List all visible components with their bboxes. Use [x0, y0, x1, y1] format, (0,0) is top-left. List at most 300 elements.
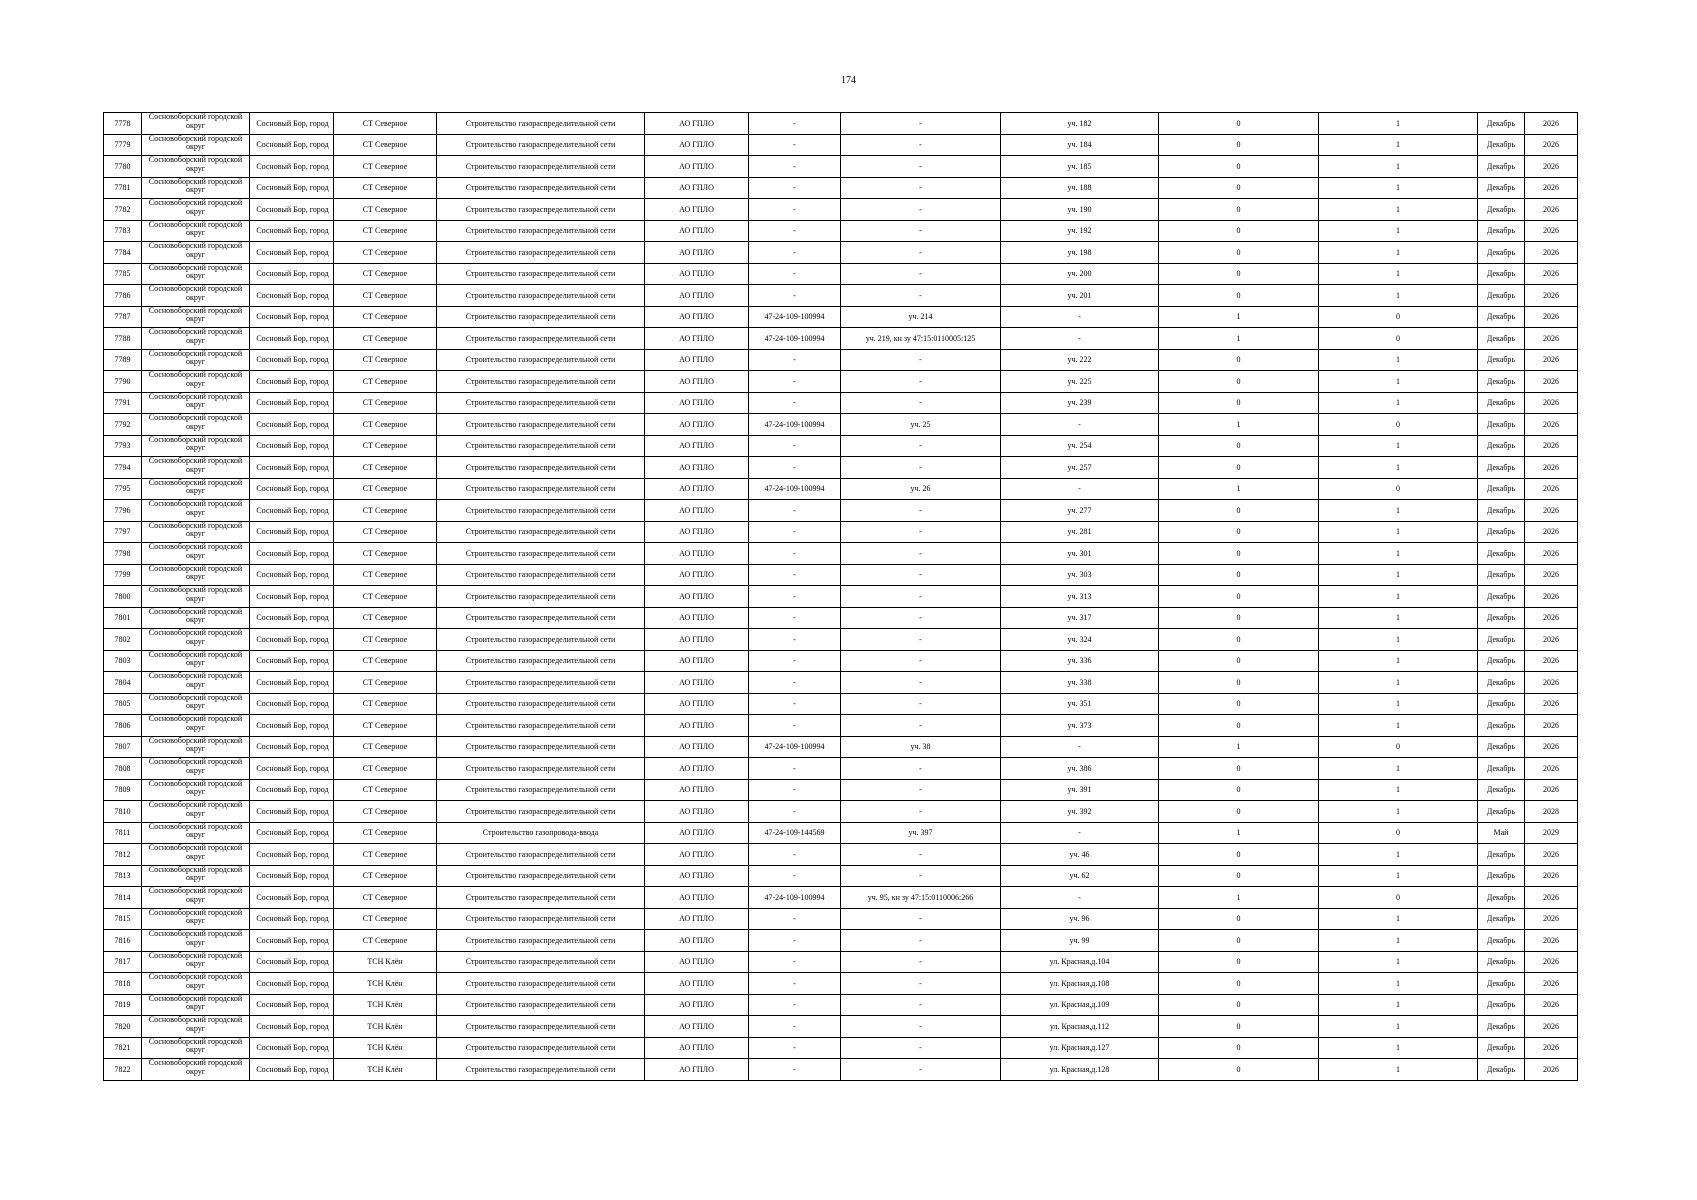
count-a-cell: 0 [1159, 930, 1319, 952]
month-cell: Декабрь [1478, 650, 1525, 672]
plot-cell: - [841, 779, 1001, 801]
table-body [104, 113, 1578, 1081]
month-cell: Декабрь [1478, 500, 1525, 522]
plot-cell: - [841, 521, 1001, 543]
operator-cell: АО ГПЛО [645, 650, 749, 672]
count-a-cell: 0 [1159, 521, 1319, 543]
count-a-cell: 1 [1159, 822, 1319, 844]
month-cell: Декабрь [1478, 801, 1525, 823]
address-cell: уч. 254 [1001, 435, 1159, 457]
month-cell: Декабрь [1478, 177, 1525, 199]
count-a-cell: 0 [1159, 908, 1319, 930]
operator-cell: АО ГПЛО [645, 543, 749, 565]
year-cell: 2026 [1525, 629, 1578, 651]
operator-cell: АО ГПЛО [645, 607, 749, 629]
district-cell: Сосновоборский городской округ [142, 371, 250, 393]
row-number-cell: 7818 [104, 973, 142, 995]
address-cell: уч. 201 [1001, 285, 1159, 307]
address-cell: уч. 99 [1001, 930, 1159, 952]
operator-cell: АО ГПЛО [645, 414, 749, 436]
town-cell: Сосновый Бор, город [250, 285, 334, 307]
plot-cell: - [841, 586, 1001, 608]
table-row [104, 177, 1578, 199]
table-row [104, 951, 1578, 973]
operator-cell: АО ГПЛО [645, 134, 749, 156]
plot-cell: - [841, 177, 1001, 199]
month-cell: Декабрь [1478, 414, 1525, 436]
operator-cell: АО ГПЛО [645, 586, 749, 608]
operator-cell: АО ГПЛО [645, 908, 749, 930]
settlement-cell: СТ Северное [334, 306, 437, 328]
year-cell: 2026 [1525, 1059, 1578, 1081]
town-cell: Сосновый Бор, город [250, 306, 334, 328]
settlement-cell: ТСН Клён [334, 1059, 437, 1081]
month-cell: Декабрь [1478, 715, 1525, 737]
work-type-cell: Строительство газопровода-ввода [437, 822, 645, 844]
count-b-cell: 1 [1319, 134, 1478, 156]
row-number-cell: 7788 [104, 328, 142, 350]
year-cell: 2026 [1525, 156, 1578, 178]
town-cell: Сосновый Бор, город [250, 371, 334, 393]
operator-cell: АО ГПЛО [645, 1016, 749, 1038]
year-cell: 2026 [1525, 177, 1578, 199]
address-cell: - [1001, 306, 1159, 328]
plot-cell: - [841, 607, 1001, 629]
count-a-cell: 0 [1159, 564, 1319, 586]
cadastre-number-cell: - [749, 1037, 841, 1059]
town-cell: Сосновый Бор, город [250, 478, 334, 500]
work-type-cell: Строительство газораспределительной сети [437, 672, 645, 694]
row-number-cell: 7781 [104, 177, 142, 199]
district-cell: Сосновоборский городской округ [142, 328, 250, 350]
row-number-cell: 7807 [104, 736, 142, 758]
month-cell: Декабрь [1478, 994, 1525, 1016]
year-cell: 2026 [1525, 564, 1578, 586]
district-cell: Сосновоборский городской округ [142, 392, 250, 414]
town-cell: Сосновый Бор, город [250, 113, 334, 135]
address-cell: уч. 200 [1001, 263, 1159, 285]
operator-cell: АО ГПЛО [645, 758, 749, 780]
town-cell: Сосновый Бор, город [250, 156, 334, 178]
row-number-cell: 7801 [104, 607, 142, 629]
plot-cell: - [841, 994, 1001, 1016]
month-cell: Декабрь [1478, 263, 1525, 285]
address-cell: уч. 391 [1001, 779, 1159, 801]
year-cell: 2026 [1525, 113, 1578, 135]
row-number-cell: 7789 [104, 349, 142, 371]
cadastre-number-cell: - [749, 500, 841, 522]
settlement-cell: ТСН Клён [334, 994, 437, 1016]
town-cell: Сосновый Бор, город [250, 844, 334, 866]
operator-cell: АО ГПЛО [645, 736, 749, 758]
district-cell: Сосновоборский городской округ [142, 607, 250, 629]
cadastre-number-cell: - [749, 865, 841, 887]
cadastre-number-cell: - [749, 1016, 841, 1038]
address-cell: уч. 190 [1001, 199, 1159, 221]
count-b-cell: 0 [1319, 887, 1478, 909]
year-cell: 2026 [1525, 371, 1578, 393]
operator-cell: АО ГПЛО [645, 242, 749, 264]
row-number-cell: 7809 [104, 779, 142, 801]
district-cell: Сосновоборский городской округ [142, 801, 250, 823]
month-cell: Декабрь [1478, 199, 1525, 221]
table-row [104, 1037, 1578, 1059]
address-cell: уч. 198 [1001, 242, 1159, 264]
year-cell: 2026 [1525, 285, 1578, 307]
row-number-cell: 7822 [104, 1059, 142, 1081]
district-cell: Сосновоборский городской округ [142, 629, 250, 651]
town-cell: Сосновый Бор, город [250, 693, 334, 715]
plot-cell: - [841, 865, 1001, 887]
operator-cell: АО ГПЛО [645, 1059, 749, 1081]
plot-cell: - [841, 564, 1001, 586]
row-number-cell: 7802 [104, 629, 142, 651]
count-b-cell: 1 [1319, 263, 1478, 285]
count-b-cell: 0 [1319, 822, 1478, 844]
table-row [104, 478, 1578, 500]
cadastre-number-cell: - [749, 371, 841, 393]
district-cell: Сосновоборский городской округ [142, 844, 250, 866]
district-cell: Сосновоборский городской округ [142, 715, 250, 737]
table-row [104, 822, 1578, 844]
district-cell: Сосновоборский городской округ [142, 457, 250, 479]
address-cell: - [1001, 414, 1159, 436]
operator-cell: АО ГПЛО [645, 392, 749, 414]
district-cell: Сосновоборский городской округ [142, 285, 250, 307]
work-type-cell: Строительство газораспределительной сети [437, 349, 645, 371]
district-cell: Сосновоборский городской округ [142, 930, 250, 952]
year-cell: 2026 [1525, 242, 1578, 264]
district-cell: Сосновоборский городской округ [142, 822, 250, 844]
cadastre-number-cell: - [749, 564, 841, 586]
page-number: 174 [841, 75, 856, 86]
plot-cell: - [841, 1059, 1001, 1081]
settlement-cell: СТ Северное [334, 715, 437, 737]
row-number-cell: 7813 [104, 865, 142, 887]
plot-cell: уч. 214 [841, 306, 1001, 328]
row-number-cell: 7787 [104, 306, 142, 328]
district-cell: Сосновоборский городской округ [142, 306, 250, 328]
plot-cell: - [841, 113, 1001, 135]
operator-cell: АО ГПЛО [645, 177, 749, 199]
month-cell: Декабрь [1478, 1059, 1525, 1081]
count-a-cell: 0 [1159, 650, 1319, 672]
town-cell: Сосновый Бор, город [250, 414, 334, 436]
settlement-cell: СТ Северное [334, 543, 437, 565]
address-cell: уч. 373 [1001, 715, 1159, 737]
cadastre-number-cell: - [749, 457, 841, 479]
district-cell: Сосновоборский городской округ [142, 650, 250, 672]
work-type-cell: Строительство газораспределительной сети [437, 392, 645, 414]
district-cell: Сосновоборский городской округ [142, 973, 250, 995]
town-cell: Сосновый Бор, город [250, 629, 334, 651]
plot-cell: - [841, 1016, 1001, 1038]
plot-cell: - [841, 629, 1001, 651]
address-cell: уч. 225 [1001, 371, 1159, 393]
work-type-cell: Строительство газораспределительной сети [437, 930, 645, 952]
row-number-cell: 7793 [104, 435, 142, 457]
table-row [104, 844, 1578, 866]
operator-cell: АО ГПЛО [645, 672, 749, 694]
table-row [104, 715, 1578, 737]
row-number-cell: 7819 [104, 994, 142, 1016]
town-cell: Сосновый Бор, город [250, 220, 334, 242]
row-number-cell: 7804 [104, 672, 142, 694]
count-a-cell: 0 [1159, 349, 1319, 371]
district-cell: Сосновоборский городской округ [142, 1037, 250, 1059]
count-a-cell: 0 [1159, 371, 1319, 393]
plot-cell: - [841, 392, 1001, 414]
work-type-cell: Строительство газораспределительной сети [437, 414, 645, 436]
table-row [104, 414, 1578, 436]
work-type-cell: Строительство газораспределительной сети [437, 521, 645, 543]
town-cell: Сосновый Бор, город [250, 779, 334, 801]
year-cell: 2026 [1525, 478, 1578, 500]
settlement-cell: СТ Северное [334, 177, 437, 199]
count-b-cell: 0 [1319, 414, 1478, 436]
year-cell: 2026 [1525, 672, 1578, 694]
work-type-cell: Строительство газораспределительной сети [437, 285, 645, 307]
cadastre-number-cell: - [749, 758, 841, 780]
count-a-cell: 0 [1159, 392, 1319, 414]
plot-cell: - [841, 672, 1001, 694]
year-cell: 2026 [1525, 435, 1578, 457]
month-cell: Декабрь [1478, 865, 1525, 887]
operator-cell: АО ГПЛО [645, 263, 749, 285]
month-cell: Декабрь [1478, 930, 1525, 952]
plot-cell: - [841, 263, 1001, 285]
address-cell: ул. Красная,д.108 [1001, 973, 1159, 995]
count-b-cell: 1 [1319, 1059, 1478, 1081]
count-b-cell: 1 [1319, 779, 1478, 801]
cadastre-number-cell: - [749, 177, 841, 199]
row-number-cell: 7800 [104, 586, 142, 608]
district-cell: Сосновоборский городской округ [142, 435, 250, 457]
cadastre-number-cell: - [749, 607, 841, 629]
count-a-cell: 0 [1159, 844, 1319, 866]
row-number-cell: 7791 [104, 392, 142, 414]
year-cell: 2026 [1525, 306, 1578, 328]
plot-cell: - [841, 435, 1001, 457]
table-row [104, 156, 1578, 178]
year-cell: 2026 [1525, 392, 1578, 414]
settlement-cell: СТ Северное [334, 930, 437, 952]
count-a-cell: 0 [1159, 715, 1319, 737]
count-b-cell: 0 [1319, 478, 1478, 500]
district-cell: Сосновоборский городской округ [142, 586, 250, 608]
row-number-cell: 7796 [104, 500, 142, 522]
cadastre-number-cell: - [749, 263, 841, 285]
year-cell: 2026 [1525, 865, 1578, 887]
work-type-cell: Строительство газораспределительной сети [437, 844, 645, 866]
settlement-cell: СТ Северное [334, 242, 437, 264]
district-cell: Сосновоборский городской округ [142, 263, 250, 285]
operator-cell: АО ГПЛО [645, 973, 749, 995]
town-cell: Сосновый Бор, город [250, 973, 334, 995]
table-row [104, 134, 1578, 156]
work-type-cell: Строительство газораспределительной сети [437, 693, 645, 715]
address-cell: уч. 324 [1001, 629, 1159, 651]
year-cell: 2026 [1525, 951, 1578, 973]
row-number-cell: 7783 [104, 220, 142, 242]
plot-cell: - [841, 908, 1001, 930]
work-type-cell: Строительство газораспределительной сети [437, 586, 645, 608]
work-type-cell: Строительство газораспределительной сети [437, 1059, 645, 1081]
address-cell: уч. 182 [1001, 113, 1159, 135]
year-cell: 2026 [1525, 500, 1578, 522]
count-a-cell: 0 [1159, 500, 1319, 522]
operator-cell: АО ГПЛО [645, 844, 749, 866]
count-a-cell: 0 [1159, 973, 1319, 995]
month-cell: Декабрь [1478, 629, 1525, 651]
address-cell: - [1001, 887, 1159, 909]
district-cell: Сосновоборский городской округ [142, 865, 250, 887]
table-row [104, 1059, 1578, 1081]
month-cell: Декабрь [1478, 521, 1525, 543]
settlement-cell: ТСН Клён [334, 951, 437, 973]
town-cell: Сосновый Бор, город [250, 607, 334, 629]
plot-cell: - [841, 349, 1001, 371]
address-cell: ул. Красная,д.127 [1001, 1037, 1159, 1059]
count-a-cell: 1 [1159, 414, 1319, 436]
settlement-cell: СТ Северное [334, 844, 437, 866]
year-cell: 2026 [1525, 1016, 1578, 1038]
settlement-cell: СТ Северное [334, 392, 437, 414]
settlement-cell: СТ Северное [334, 908, 437, 930]
count-b-cell: 1 [1319, 930, 1478, 952]
district-cell: Сосновоборский городской округ [142, 693, 250, 715]
count-b-cell: 1 [1319, 1016, 1478, 1038]
district-cell: Сосновоборский городской округ [142, 349, 250, 371]
count-b-cell: 1 [1319, 715, 1478, 737]
address-cell: - [1001, 822, 1159, 844]
count-b-cell: 1 [1319, 650, 1478, 672]
year-cell: 2026 [1525, 607, 1578, 629]
year-cell: 2026 [1525, 521, 1578, 543]
count-a-cell: 0 [1159, 586, 1319, 608]
row-number-cell: 7790 [104, 371, 142, 393]
work-type-cell: Строительство газораспределительной сети [437, 801, 645, 823]
work-type-cell: Строительство газораспределительной сети [437, 951, 645, 973]
work-type-cell: Строительство газораспределительной сети [437, 887, 645, 909]
table-row [104, 779, 1578, 801]
work-type-cell: Строительство газораспределительной сети [437, 715, 645, 737]
table-row [104, 629, 1578, 651]
month-cell: Декабрь [1478, 328, 1525, 350]
row-number-cell: 7798 [104, 543, 142, 565]
settlement-cell: ТСН Клён [334, 973, 437, 995]
month-cell: Декабрь [1478, 285, 1525, 307]
district-cell: Сосновоборский городской округ [142, 1059, 250, 1081]
cadastre-number-cell: - [749, 521, 841, 543]
settlement-cell: СТ Северное [334, 263, 437, 285]
work-type-cell: Строительство газораспределительной сети [437, 156, 645, 178]
table-row [104, 994, 1578, 1016]
town-cell: Сосновый Бор, город [250, 500, 334, 522]
row-number-cell: 7799 [104, 564, 142, 586]
town-cell: Сосновый Бор, город [250, 650, 334, 672]
count-b-cell: 0 [1319, 328, 1478, 350]
district-cell: Сосновоборский городской округ [142, 1016, 250, 1038]
month-cell: Декабрь [1478, 607, 1525, 629]
table-row [104, 1016, 1578, 1038]
address-cell: уч. 192 [1001, 220, 1159, 242]
work-type-cell: Строительство газораспределительной сети [437, 908, 645, 930]
operator-cell: АО ГПЛО [645, 371, 749, 393]
cadastre-number-cell: - [749, 285, 841, 307]
cadastre-number-cell: - [749, 715, 841, 737]
count-a-cell: 0 [1159, 199, 1319, 221]
count-b-cell: 1 [1319, 908, 1478, 930]
year-cell: 2026 [1525, 457, 1578, 479]
cadastre-number-cell: - [749, 779, 841, 801]
cadastre-number-cell: 47-24-109-100994 [749, 306, 841, 328]
work-type-cell: Строительство газораспределительной сети [437, 242, 645, 264]
settlement-cell: ТСН Клён [334, 1037, 437, 1059]
address-cell: ул. Красная,д.104 [1001, 951, 1159, 973]
table-row [104, 113, 1578, 135]
plot-cell: - [841, 156, 1001, 178]
settlement-cell: СТ Северное [334, 435, 437, 457]
cadastre-number-cell: - [749, 973, 841, 995]
table-row [104, 371, 1578, 393]
address-cell: уч. 281 [1001, 521, 1159, 543]
town-cell: Сосновый Бор, город [250, 1037, 334, 1059]
year-cell: 2026 [1525, 908, 1578, 930]
table-row [104, 758, 1578, 780]
row-number-cell: 7816 [104, 930, 142, 952]
operator-cell: АО ГПЛО [645, 779, 749, 801]
settlement-cell: СТ Северное [334, 220, 437, 242]
address-cell: уч. 338 [1001, 672, 1159, 694]
town-cell: Сосновый Бор, город [250, 672, 334, 694]
cadastre-number-cell: - [749, 242, 841, 264]
plot-cell: - [841, 543, 1001, 565]
count-b-cell: 1 [1319, 285, 1478, 307]
year-cell: 2026 [1525, 134, 1578, 156]
count-b-cell: 1 [1319, 177, 1478, 199]
count-a-cell: 0 [1159, 994, 1319, 1016]
operator-cell: АО ГПЛО [645, 156, 749, 178]
count-a-cell: 0 [1159, 220, 1319, 242]
work-type-cell: Строительство газораспределительной сети [437, 779, 645, 801]
work-type-cell: Строительство газораспределительной сети [437, 177, 645, 199]
settlement-cell: СТ Северное [334, 586, 437, 608]
address-cell: уч. 257 [1001, 457, 1159, 479]
town-cell: Сосновый Бор, город [250, 134, 334, 156]
plot-cell: - [841, 973, 1001, 995]
work-type-cell: Строительство газораспределительной сети [437, 865, 645, 887]
count-a-cell: 0 [1159, 672, 1319, 694]
work-type-cell: Строительство газораспределительной сети [437, 478, 645, 500]
plot-cell: уч. 26 [841, 478, 1001, 500]
town-cell: Сосновый Бор, город [250, 822, 334, 844]
cadastre-number-cell: - [749, 113, 841, 135]
year-cell: 2026 [1525, 349, 1578, 371]
address-cell: - [1001, 478, 1159, 500]
settlement-cell: СТ Северное [334, 736, 437, 758]
plot-cell: - [841, 500, 1001, 522]
work-type-cell: Строительство газораспределительной сети [437, 500, 645, 522]
operator-cell: АО ГПЛО [645, 478, 749, 500]
settlement-cell: СТ Северное [334, 629, 437, 651]
operator-cell: АО ГПЛО [645, 564, 749, 586]
table-row [104, 564, 1578, 586]
count-b-cell: 1 [1319, 500, 1478, 522]
town-cell: Сосновый Бор, город [250, 263, 334, 285]
address-cell: уч. 62 [1001, 865, 1159, 887]
table-row [104, 693, 1578, 715]
